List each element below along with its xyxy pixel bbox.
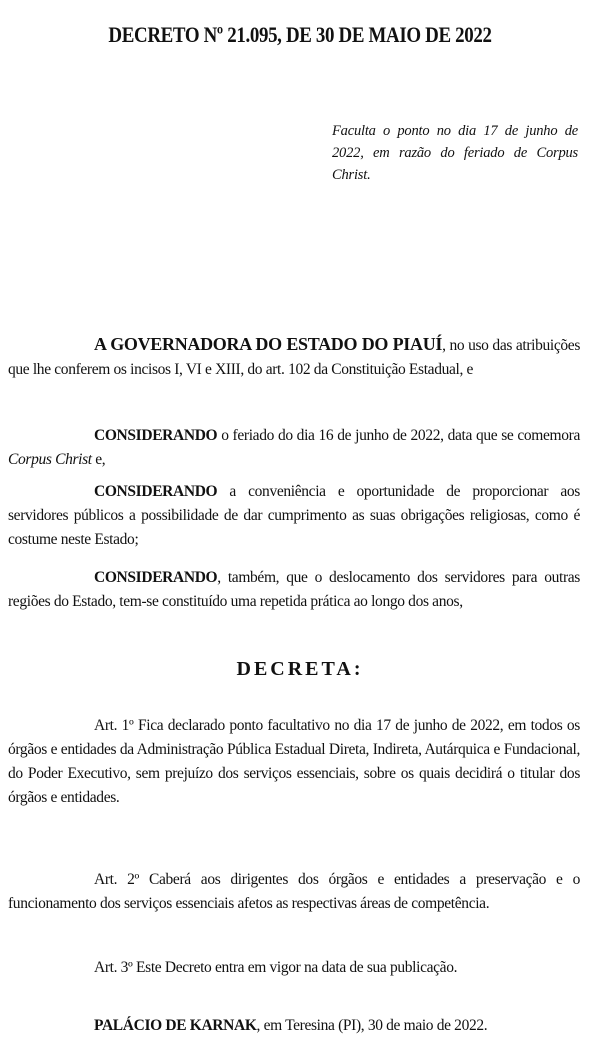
- considerando-3-lead: CONSIDERANDO: [94, 569, 218, 586]
- considerando-2: [8, 480, 580, 552]
- considerando-3: [8, 566, 580, 614]
- closing-lead: PALÁCIO DE KARNAK: [94, 1017, 257, 1034]
- decreta-heading: DECRETA:: [236, 658, 364, 680]
- preamble-paragraph: [8, 332, 580, 382]
- considerando-1-text-end: e,: [91, 451, 106, 468]
- closing-line: [8, 1014, 580, 1038]
- considerando-2-lead: CONSIDERANDO: [94, 483, 218, 500]
- considerando-1-text: o feriado do dia 16 de junho de 2022, data que se comemora: [217, 427, 580, 444]
- considerando-1-italic: Corpus Christ: [8, 451, 92, 468]
- considerando-1-lead: CONSIDERANDO: [94, 427, 218, 444]
- decree-title: DECRETO Nº 21.095, DE 30 DE MAIO DE 2022: [108, 22, 492, 47]
- article-2: Art. 2º Caberá aos dirigentes dos órgãos e entidades a preservação e o funcionamento dos serviços essenciais afetos as respectivas áreas de competência.: [8, 871, 580, 912]
- article-1: Art. 1º Fica declarado ponto facultativo no dia 17 de junho de 2022, em todos os órgãos e entidades da Administração Pública Estadual Direta, Indireta, Autárquica e Fundacional, do Poder Executivo, sem prejuízo dos serviços essenciais, sobre os quais decidirá o titular dos órgãos e entidades.: [8, 717, 580, 806]
- preamble-text: , no uso das atribuições que lhe conferem os incisos I, VI e XIII, do art. 102 da Constituição Estadual, e: [8, 337, 581, 378]
- article-3: Art. 3º Este Decreto entra em vigor na data de sua publicação.: [94, 959, 458, 976]
- preamble-lead: A GOVERNADORA DO ESTADO DO PIAUÍ: [94, 334, 443, 354]
- closing-text: , em Teresina (PI), 30 de maio de 2022.: [256, 1017, 488, 1034]
- considerando-2-text: a conveniência e oportunidade de proporcionar aos servidores públicos a possibilidade de dar cumprimento as suas obrigações religiosas, como é costume neste Estado;: [8, 483, 580, 548]
- considerando-3-text: , também, que o deslocamento dos servidores para outras regiões do Estado, tem-se constituído uma repetida prática ao longo dos anos,: [8, 569, 580, 610]
- considerando-1: [8, 424, 580, 472]
- decree-summary: Faculta o ponto no dia 17 de junho de 2022, em razão do feriado de Corpus Christ.: [332, 123, 578, 183]
